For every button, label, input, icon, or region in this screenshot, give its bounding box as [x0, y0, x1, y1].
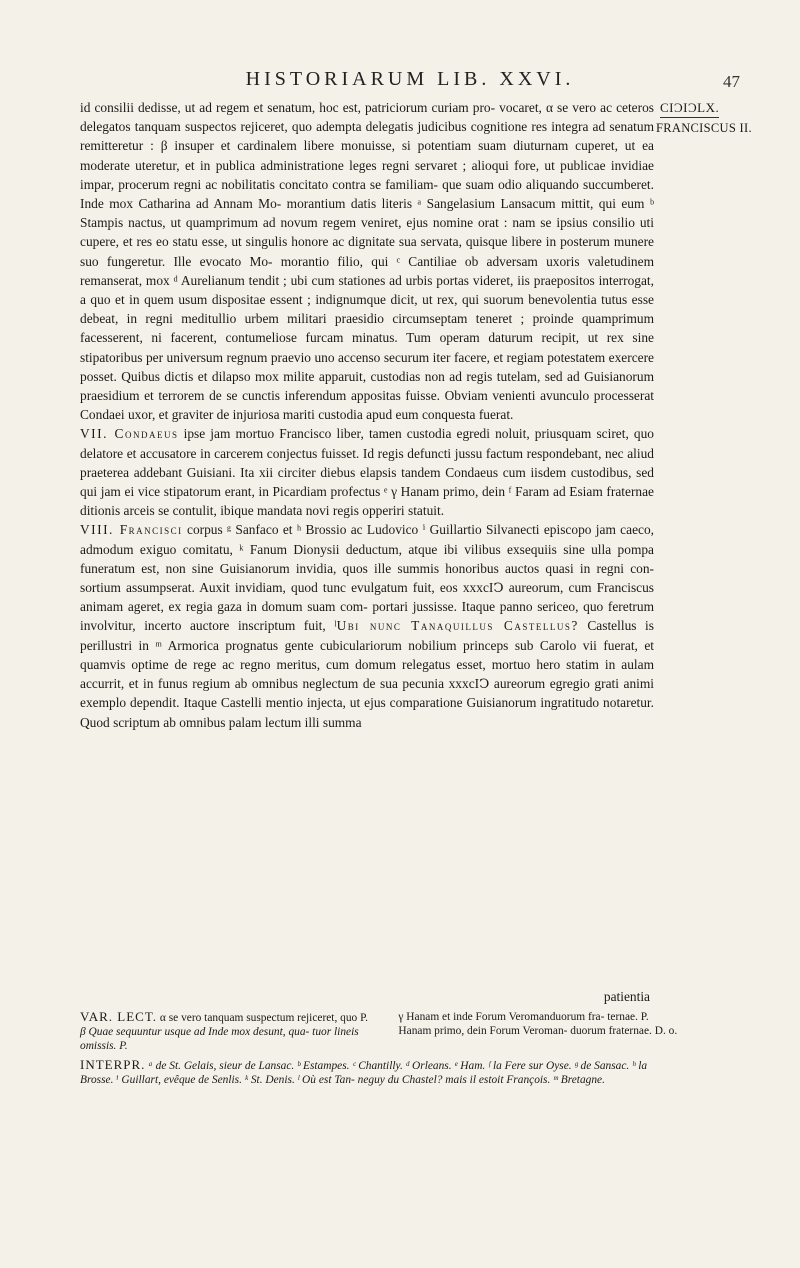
interpr-text: ᵃ de St. Gelais, sieur de Lansac. ᵇ Estampes. ᶜ Chantilly. ᵈ Orleans. ᵉ Ham. ᶠ la Fere sur Oyse. ᵍ de Sansac. ʰ la Brosse. ⁱ Guillart, evêque de Senlis. ᵏ St. Denis. ˡ Où est Tan- neguy du Chastel? mais il estoit François. ᵐ Bretagne.	[80, 1059, 648, 1086]
varlect-label: VAR. LECT.	[80, 1009, 158, 1024]
paragraph-3-lead: VIII. Francisci	[80, 522, 183, 538]
paragraph-3-text: corpus ᵍ Sanfaco et ʰ Brossio ac Ludovico ⁱ Guillartio Silvanecti episcopo jam caeco, admodum exiguo comitatu, ᵏ Fanum Dionysii deductum, atque ibi vilibus exsequiis sine ulla pompa funeratum est, non sine Guisianorum invidia, quos ille summis honoribus auctos quasi in regni con- sortium assumpserat. Auxit invidiam, quod tunc evulgatum fuit, eos xxxcIↃ aureorum, cum Franciscus animam ageret, ex regia gaza in domum suam com- portari jussisse. Itaque panno sericeo, quo feretrum involvitur, incerto auctore inscriptum fuit, ˡ	[80, 522, 655, 634]
variant-readings	[80, 1010, 680, 1054]
interpr-label: INTERPR.	[80, 1056, 146, 1072]
variant-readings-left	[80, 1010, 376, 1054]
footnotes	[80, 1010, 680, 1087]
variant-reading-alpha: VAR. LECT. α se vero tanquam suspectum rejiceret, quo P.	[80, 1009, 369, 1024]
margin-name-note: FRANCISCUS II.	[656, 121, 752, 135]
interpretations	[80, 1058, 680, 1087]
paragraph-2-text: ipse jam mortuo Francisco liber, tamen custodia egredi noluit, priusquam sciret, quo delatore et accusatore in carcerem conjectus fuisset. Id regis defuncti jussu factum respondebant, nec aliud praeterea addebant Guisiani. Ita xii circiter diebus elapsis tandem Condaeus cum iisdem custodibus, sed qui jam ei vice stipatorum erant, in Picardiam profectus ᵉ γ Hanam primo, dein ᶠ Faram ad Esiam fraternae ditionis arceis se contulit, ibique mandata novi regis opperiri statuit.	[80, 426, 654, 519]
main-text	[80, 98, 654, 732]
catchword: patientia	[603, 989, 650, 1004]
paragraph-1: id consilii dedisse, ut ad regem et senatum, hoc est, patriciorum curiam pro- vocaret, α se vero ac ceteros delegatos tanquam suspectos rejiceret, quo adempta delegatis judicibus cognitione res integra ad senatum remitteretur : β insuper et cardinalem libere monuisse, si potentiam suam diuturnam cuperet, ut ea moderate uteretur, et in publica administratione leges regni servaret ; alioqui fore, ut publicae invidiae impar, procerum regni ac nobilitatis concitato contra se familiam- que suam odio aliquando succumberet. Inde mox Catharina ad Annam Mo- morantium datis literis ᵃ Sangelasium Lansacum mittit, qui eum ᵇ Stampis nactus, ut quamprimum ad novum regem veniret, ejus nomine orat : nam se ipsius consilio uti cupere, et res eo statu esse, ut singulis honore ac dignitate sua servata, quisque libere in posterum munere suo fungeretur. Ille evocato Mo- morantio filio, qui ᶜ Cantiliae ob adversam uxoris valetudinem remanserat, mox ᵈ Aurelianum tendit ; ubi cum stationes ad urbis portas videret, iis praepositos interrogat, a quo et in quem usum dispositae essent ; indignumque dicit, ut rex, qui suorum benevolentia tutus esse debeat, in regni meditullio urbem militari praesidio circumseptam teneret ; proinde quamprimum facesserent, ni facerent, contumeliose furcam minatus. Tum operam daturum recipit, ut rex sine stipatoribus per universum regnum praevio uno accenso securum iter facere, et regiam potestatem exercere posset. Quibus dictis et dilapso mox milite apparuit, custodias non ad regis tutelam, sed ad Guisianorum praesidium et terrorem de se cunctis inferendum appositas fuisse. Obviam venienti avunculo processerat Condaei uxor, et graviter de injuriosa mariti custodia apud eum conquesta fuerat.	[80, 100, 654, 423]
margin-year-note: CIƆIƆLX.	[660, 100, 719, 118]
variant-reading-gamma: γ Hanam et inde Forum Veromanduorum fra- ternae. P. Hanam primo, dein Forum Veroman- duorum fraternae. D. o.	[398, 1011, 678, 1038]
page-number: 47	[723, 72, 740, 91]
paragraph-3-end: Castellus is perillustri in ᵐ Armorica prognatus gente cubiculariorum nobilium princeps sub Carolo vii fuerat, et quamvis optime de rege ac regno meritus, cum domum relegatus esset, mortuo hero statim in aulam accurrit, et in funus regium ab omnibus neglectum de sua pecunia xxxcIↃ aureorum egregio grati animi exemplo dependit. Itaque Castelli mentio injecta, ut ejus comparatione Guisianorum ingratitudo notaretur. Quod scriptum ab omnibus palam lectum illi summa	[80, 618, 654, 730]
variant-reading-beta: β Quae sequuntur usque ad Inde mox desunt, qua- tuor lineis omissis. P.	[80, 1026, 359, 1053]
paragraph-2-lead: VII. Condaeus	[80, 426, 179, 442]
inscription-caps: Ubi nunc Tanaquillus Castellus?	[336, 618, 579, 634]
paragraph-3	[80, 520, 654, 731]
paragraph-2	[80, 424, 654, 520]
running-title: HISTORIARUM LIB. XXVI.	[245, 68, 575, 90]
